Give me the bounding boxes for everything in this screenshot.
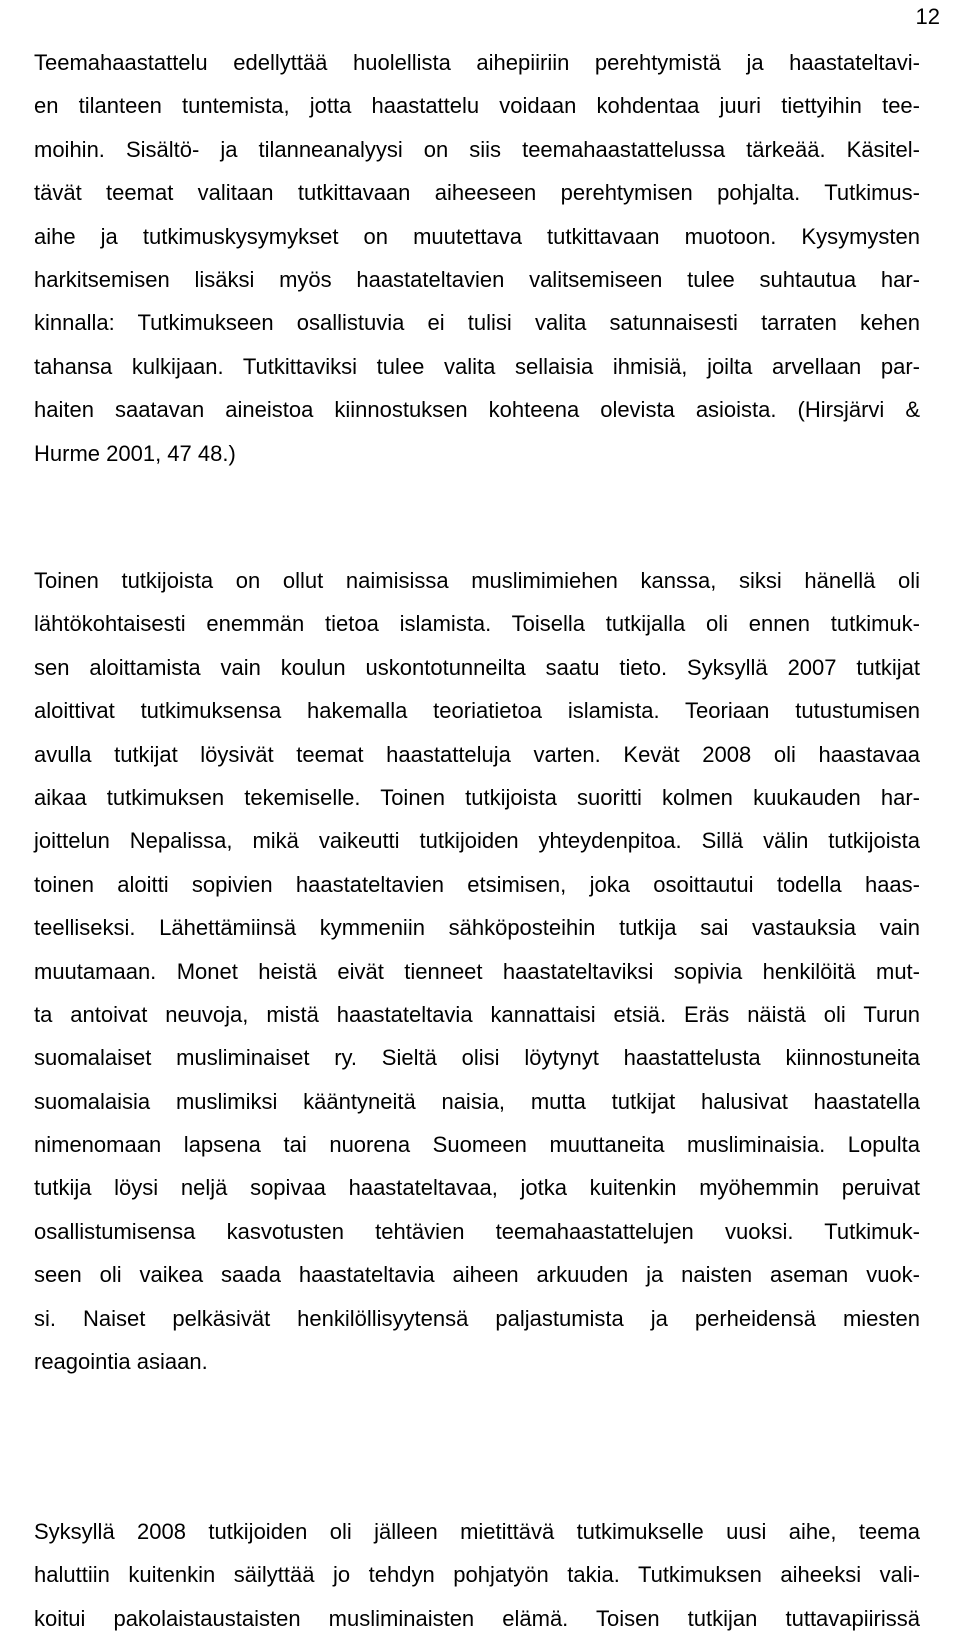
text-line: sen aloittamista vain koulun uskontotunneilta saatu tieto. Syksyllä 2007 tutkijat xyxy=(34,654,920,680)
text-line: aloittivat tutkimuksensa hakemalla teoriatietoa islamista. Teoriaan tutustumisen xyxy=(34,698,920,724)
text-line: ta antoivat neuvoja, mistä haastateltavia kannattaisi etsiä. Eräs näistä oli Turun xyxy=(34,1001,920,1027)
text-line: reagointia asiaan. xyxy=(34,1349,208,1375)
text-line: haluttiin kuitenkin säilyttää jo tehdyn pohjatyön takia. Tutkimuksen aiheeksi vali- xyxy=(34,1562,920,1588)
text-line: osallistumisensa kasvotusten tehtävien teemahaastattelujen vuoksi. Tutkimuk- xyxy=(34,1218,920,1244)
text-line: koitui pakolaistaustaisten musliminaisten elämä. Toisen tutkijan tuttavapiirissä xyxy=(34,1605,920,1631)
paragraph-theme-interview xyxy=(34,41,920,475)
text-line: tävät teemat valitaan tutkittavaan aiheeseen perehtymisen pohjalta. Tutkimus- xyxy=(34,180,920,206)
text-line: avulla tutkijat löysivät teemat haastatteluja varten. Kevät 2008 oli haastavaa xyxy=(34,741,920,767)
text-line: moihin. Sisältö- ja tilanneanalyysi on siis teemahaastattelussa tärkeää. Käsitel- xyxy=(34,136,920,162)
text-line: muutamaan. Monet heistä eivät tienneet haastateltaviksi sopivia henkilöitä mut- xyxy=(34,958,920,984)
text-line: toinen aloitti sopivien haastateltavien etsimisen, joka osoittautui todella haas- xyxy=(34,871,920,897)
text-line: kinnalla: Tutkimukseen osallistuvia ei tulisi valita satunnaisesti tarraten kehen xyxy=(34,310,920,336)
text-line: aikaa tutkimuksen tekemiselle. Toinen tutkijoista suoritti kolmen kuukauden har- xyxy=(34,784,920,810)
text-line: tahansa kulkijaan. Tutkittaviksi tulee valita sellaisia ihmisiä, joilta arvellaan par- xyxy=(34,353,920,379)
text-line: si. Naiset pelkäsivät henkilöllisyytensä paljastumista ja perheidensä miesten xyxy=(34,1305,920,1331)
text-line: aihe ja tutkimuskysymykset on muutettava tutkittavaan muotoon. Kysymysten xyxy=(34,223,920,249)
text-line: suomalaiset musliminaiset ry. Sieltä olisi löytynyt haastattelusta kiinnostuneita xyxy=(34,1045,920,1071)
text-line: seen oli vaikea saada haastateltavia aiheen arkuuden ja naisten aseman vuok- xyxy=(34,1262,920,1288)
text-line: joittelun Nepalissa, mikä vaikeutti tutkijoiden yhteydenpitoa. Sillä välin tutkijoista xyxy=(34,828,920,854)
paragraph-new-topic xyxy=(34,1510,920,1640)
text-line: suomalaisia muslimiksi kääntyneitä naisia, mutta tutkijat halusivat haastatella xyxy=(34,1088,920,1114)
text-line: nimenomaan lapsena tai nuorena Suomeen muuttaneita musliminaisia. Lopulta xyxy=(34,1132,920,1158)
text-line: Hurme 2001, 47 48.) xyxy=(34,440,236,466)
text-line: lähtökohtaisesti enemmän tietoa islamista. Toisella tutkijalla oli ennen tutkimuk- xyxy=(34,611,920,637)
text-line: teelliseksi. Lähettämiinsä kymmeniin sähköposteihin tutkija sai vastauksia vain xyxy=(34,915,920,941)
text-line: harkitsemisen lisäksi myös haastateltavien valitsemiseen tulee suhtautua har- xyxy=(34,266,920,292)
text-line: haiten saatavan aineistoa kiinnostuksen kohteena olevista asioista. (Hirsjärvi & xyxy=(34,397,920,423)
page-number: 12 xyxy=(915,4,940,29)
text-line: en tilanteen tuntemista, jotta haastattelu voidaan kohdentaa juuri tiettyihin tee- xyxy=(34,93,920,119)
text-line: Toinen tutkijoista on ollut naimisissa muslimimiehen kanssa, siksi hänellä oli xyxy=(34,568,920,593)
text-line: tutkija löysi neljä sopivaa haastateltavaa, jotka kuitenkin myöhemmin peruivat xyxy=(34,1175,920,1201)
paragraph-research-process xyxy=(34,559,920,1383)
text-line: Teemahaastattelu edellyttää huolellista aihepiiriin perehtymistä ja haastateltavi- xyxy=(34,50,920,75)
text-line: Syksyllä 2008 tutkijoiden oli jälleen mietittävä tutkimukselle uusi aihe, teema xyxy=(34,1519,920,1544)
